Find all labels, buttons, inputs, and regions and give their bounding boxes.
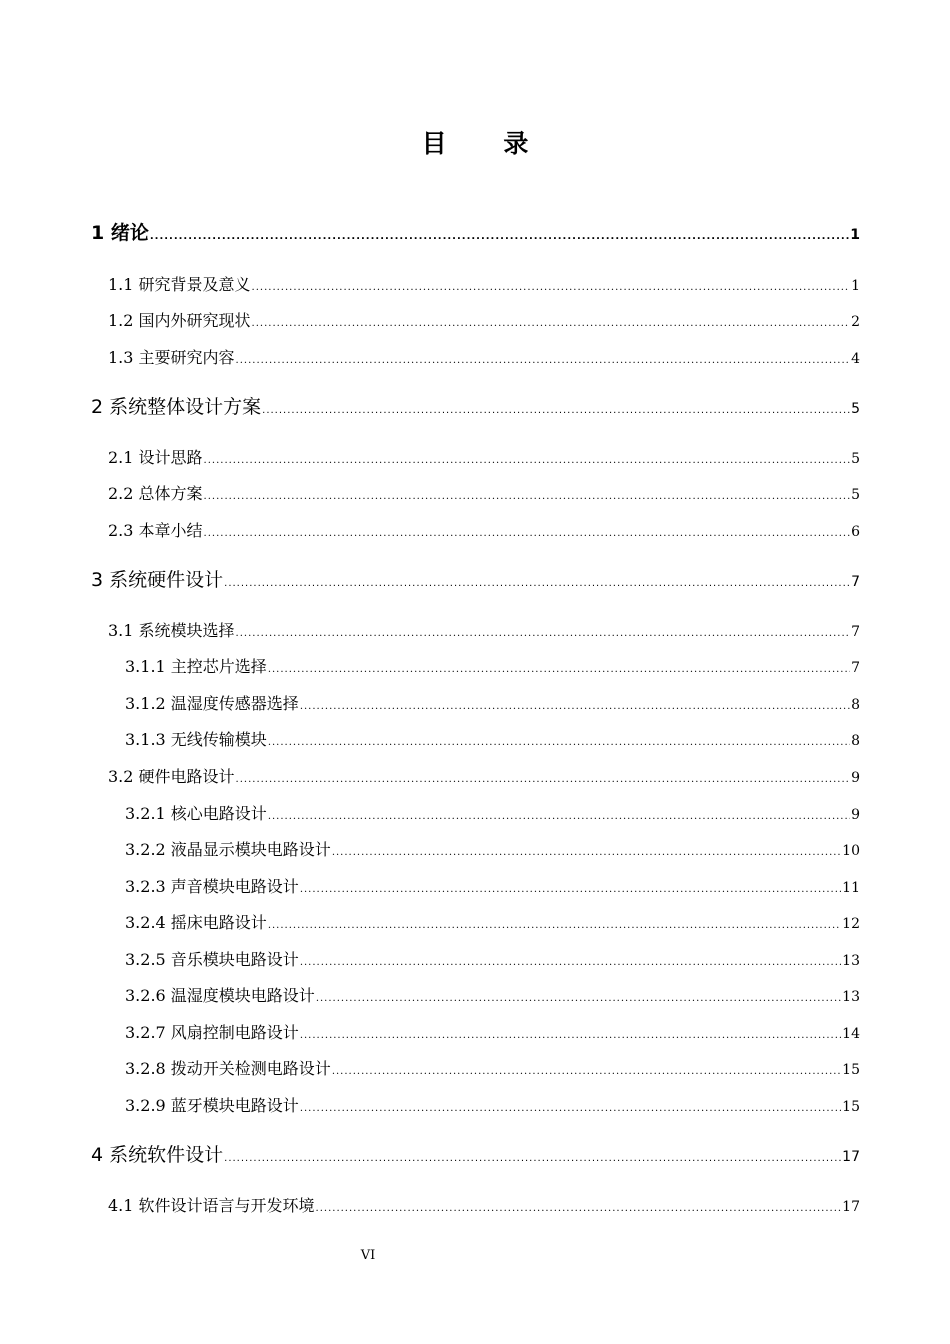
toc-leader-dots (236, 774, 851, 785)
toc-leader-dots (204, 528, 851, 539)
toc-page-number: 5 (851, 487, 860, 503)
toc-leader-dots (236, 628, 851, 639)
toc-entry[interactable] (108, 308, 860, 331)
toc-page-number: 1 (851, 278, 860, 294)
toc-entry[interactable] (91, 218, 860, 245)
toc-leader-dots (150, 231, 849, 242)
toc-leader-dots (224, 1153, 841, 1164)
toc-entry[interactable] (125, 1020, 860, 1043)
toc-entry-text: 3.2.7 风扇控制电路设计 (125, 1023, 299, 1042)
toc-entry[interactable] (125, 874, 860, 897)
toc-leader-dots (224, 578, 850, 589)
toc-entry[interactable] (125, 1056, 860, 1079)
toc-entry[interactable] (108, 518, 860, 541)
toc-entry-text: 3.1.2 温湿度传感器选择 (125, 694, 299, 713)
toc-entry-text: 1.1 研究背景及意义 (108, 275, 251, 294)
toc-page-number: 17 (842, 1199, 860, 1215)
toc-entry-text: 3.2.8 拨动开关检测电路设计 (125, 1059, 331, 1078)
toc-entry-text: 1.3 主要研究内容 (108, 348, 235, 367)
toc-entry-text: 3.2 硬件电路设计 (108, 767, 235, 786)
toc-entry[interactable] (91, 392, 860, 419)
toc-entry-text: 3.2.3 声音模块电路设计 (125, 877, 299, 896)
toc-entry[interactable] (125, 727, 860, 750)
toc-entry-text: 3.2.4 摇床电路设计 (125, 913, 267, 932)
toc-page-number: 6 (851, 524, 860, 540)
toc-entry[interactable] (108, 764, 860, 787)
toc-leader-dots (316, 993, 841, 1004)
toc-entry-text: 1.2 国内外研究现状 (108, 311, 251, 330)
toc-leader-dots (268, 811, 850, 822)
toc-page-number: 5 (851, 451, 860, 467)
toc-entry[interactable] (125, 1093, 860, 1116)
toc-leader-dots (204, 455, 851, 466)
toc-leader-dots (300, 1030, 841, 1041)
toc-page-number: 2 (851, 314, 860, 330)
toc-page-number: 9 (851, 770, 860, 786)
page-number-footer: VI (360, 1248, 376, 1263)
toc-page-number: 1 (850, 227, 860, 243)
toc-entry[interactable] (108, 618, 860, 641)
toc-page-number: 9 (851, 807, 860, 823)
toc-leader-dots (332, 847, 841, 858)
toc-page-number: 10 (842, 843, 860, 859)
toc-leader-dots (252, 282, 851, 293)
toc-leader-dots (262, 405, 850, 416)
toc-page-number: 17 (842, 1149, 860, 1165)
toc-page-number: 7 (851, 574, 860, 590)
toc-page-number: 7 (851, 660, 860, 676)
toc-entry-text: 2 系统整体设计方案 (91, 396, 262, 418)
toc-leader-dots (300, 701, 850, 712)
toc-entry-text: 1 绪论 (91, 222, 149, 244)
toc-leader-dots (268, 920, 841, 931)
toc-entry-text: 3.2.5 音乐模块电路设计 (125, 950, 299, 969)
toc-leader-dots (332, 1066, 841, 1077)
toc-entry-text: 2.3 本章小结 (108, 521, 203, 540)
page-title: 目 录 (421, 129, 553, 158)
toc-page-number: 13 (842, 953, 860, 969)
toc-leader-dots (268, 664, 850, 675)
toc-entry-text: 4.1 软件设计语言与开发环境 (108, 1196, 315, 1215)
toc-entry[interactable] (125, 983, 860, 1006)
toc-leader-dots (204, 491, 851, 502)
toc-entry-text: 3.1.3 无线传输模块 (125, 730, 267, 749)
toc-leader-dots (236, 355, 851, 366)
toc-entry[interactable] (108, 272, 860, 295)
toc-leader-dots (316, 1203, 842, 1214)
toc-entry[interactable] (125, 654, 860, 677)
toc-entry[interactable] (108, 345, 860, 368)
toc-entry[interactable] (125, 947, 860, 970)
toc-entry[interactable] (108, 445, 860, 468)
toc-page-number: 8 (851, 733, 860, 749)
toc-page-number: 15 (842, 1099, 860, 1115)
toc-page-number: 12 (842, 916, 860, 932)
toc-entry-text: 3.1.1 主控芯片选择 (125, 657, 267, 676)
toc-leader-dots (300, 957, 841, 968)
toc-entry[interactable] (125, 910, 860, 933)
toc-entry-text: 4 系统软件设计 (91, 1144, 224, 1166)
toc-entry-text: 3.2.6 温湿度模块电路设计 (125, 986, 315, 1005)
toc-page-number: 14 (842, 1026, 860, 1042)
toc-entry[interactable] (108, 481, 860, 504)
toc-entry-text: 3.2.2 液晶显示模块电路设计 (125, 840, 331, 859)
toc-entry-text: 2.1 设计思路 (108, 448, 203, 467)
toc-entry-text: 3.1 系统模块选择 (108, 621, 235, 640)
toc-page-number: 15 (842, 1062, 860, 1078)
toc-page-number: 8 (851, 697, 860, 713)
toc-page-number: 7 (851, 624, 860, 640)
toc-leader-dots (268, 737, 850, 748)
toc-page-number: 5 (851, 401, 860, 417)
toc-entry[interactable] (91, 1140, 860, 1167)
toc-entry[interactable] (125, 801, 860, 824)
toc-entry[interactable] (125, 837, 860, 860)
toc-leader-dots (300, 884, 841, 895)
toc-entry[interactable] (108, 1193, 860, 1216)
toc-entry-text: 2.2 总体方案 (108, 484, 203, 503)
toc-leader-dots (300, 1103, 841, 1114)
toc-page-number: 13 (842, 989, 860, 1005)
toc-page-number: 4 (851, 351, 860, 367)
toc-entry-text: 3.2.1 核心电路设计 (125, 804, 267, 823)
toc-entry[interactable] (125, 691, 860, 714)
toc-leader-dots (252, 318, 851, 329)
toc-page-number: 11 (842, 880, 860, 896)
toc-entry[interactable] (91, 565, 860, 592)
toc-entry-text: 3.2.9 蓝牙模块电路设计 (125, 1096, 299, 1115)
toc-entry-text: 3 系统硬件设计 (91, 569, 224, 591)
